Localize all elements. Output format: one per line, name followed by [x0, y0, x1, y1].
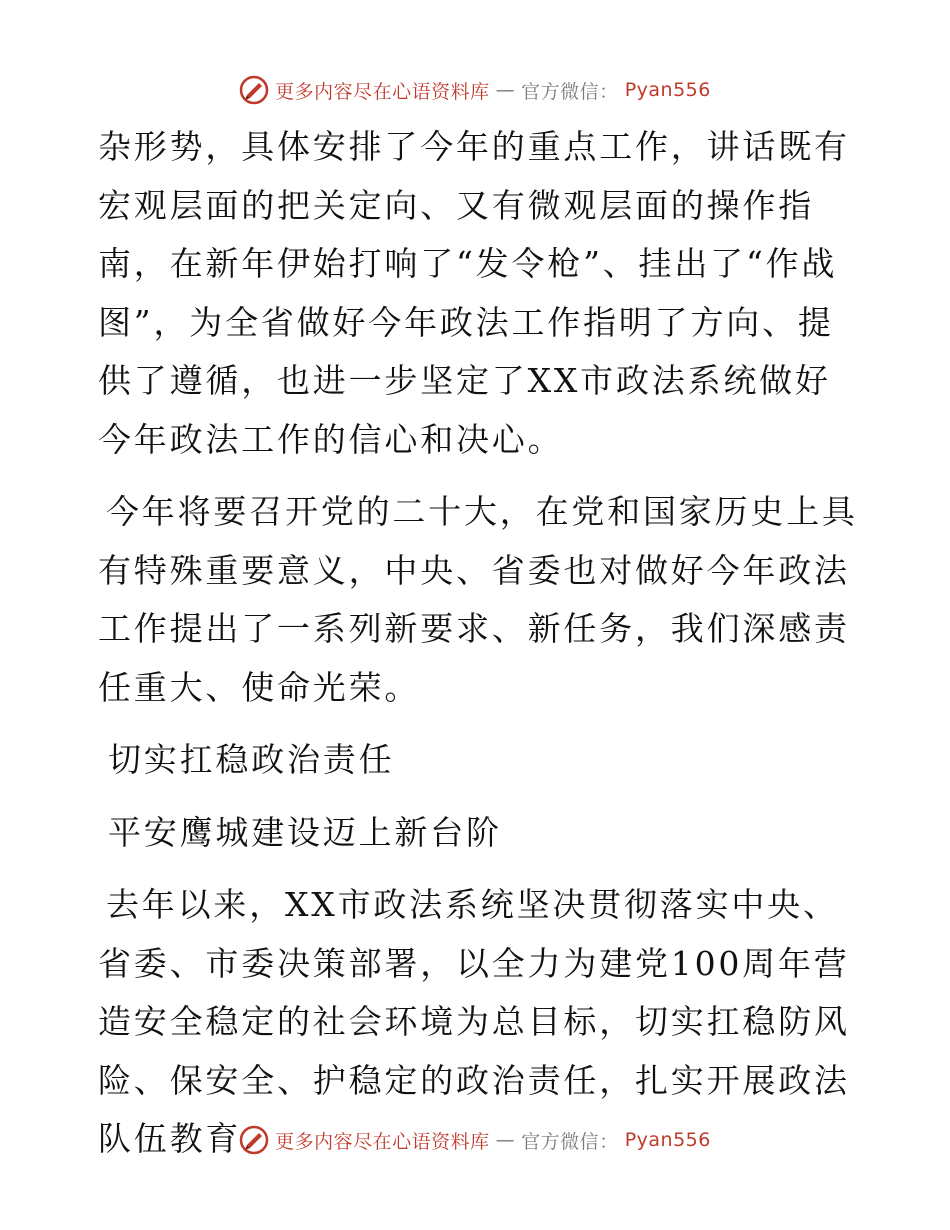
pen-heart-logo-icon [239, 1125, 269, 1155]
header-separator: — [495, 79, 516, 101]
footer-banner [0, 1120, 950, 1160]
document-body [98, 118, 858, 1183]
paragraph-review: 去年以来，XX市政法系统坚决贯彻落实中央、省委、市委决策部署，以全力为建党100周年营造安全稳定的社会环境为总目标，切实扛稳防风险、保安全、护稳定的政治责任，扎实开展政法队伍教育 [98, 885, 850, 1158]
footer-wechat-label: 官方微信： [521, 1130, 619, 1153]
footer-wechat-id: Pyan556 [624, 1129, 711, 1151]
header-promo-text: 更多内容尽在心语资料库 [275, 80, 490, 103]
header-wechat-id: Pyan556 [624, 79, 711, 101]
header-wechat-label: 官方微信： [521, 80, 619, 103]
header-banner [0, 70, 950, 110]
footer-promo-text: 更多内容尽在心语资料库 [275, 1130, 490, 1153]
paragraph-intro: 杂形势，具体安排了今年的重点工作，讲话既有宏观层面的把关定向、又有微观层面的操作指南，在新年伊始打响了“发令枪”、挂出了“作战图”，为全省做好今年政法工作指明了方向、提供了遵循，也进一步坚定了XX市政法系统做好今年政法工作的信心和决心。 [98, 127, 850, 459]
section-heading: 切实扛稳政治责任 [108, 740, 395, 779]
section-subheading: 平安鹰城建设迈上新台阶 [108, 812, 502, 852]
footer-separator: — [495, 1129, 516, 1151]
pen-heart-logo-icon [239, 75, 269, 105]
paragraph-congress: 今年将要召开党的二十大，在党和国家历史上具有特殊重要意义，中央、省委也对做好今年政法工作提出了一系列新要求、新任务，我们深感责任重大、使命光荣。 [98, 492, 858, 707]
